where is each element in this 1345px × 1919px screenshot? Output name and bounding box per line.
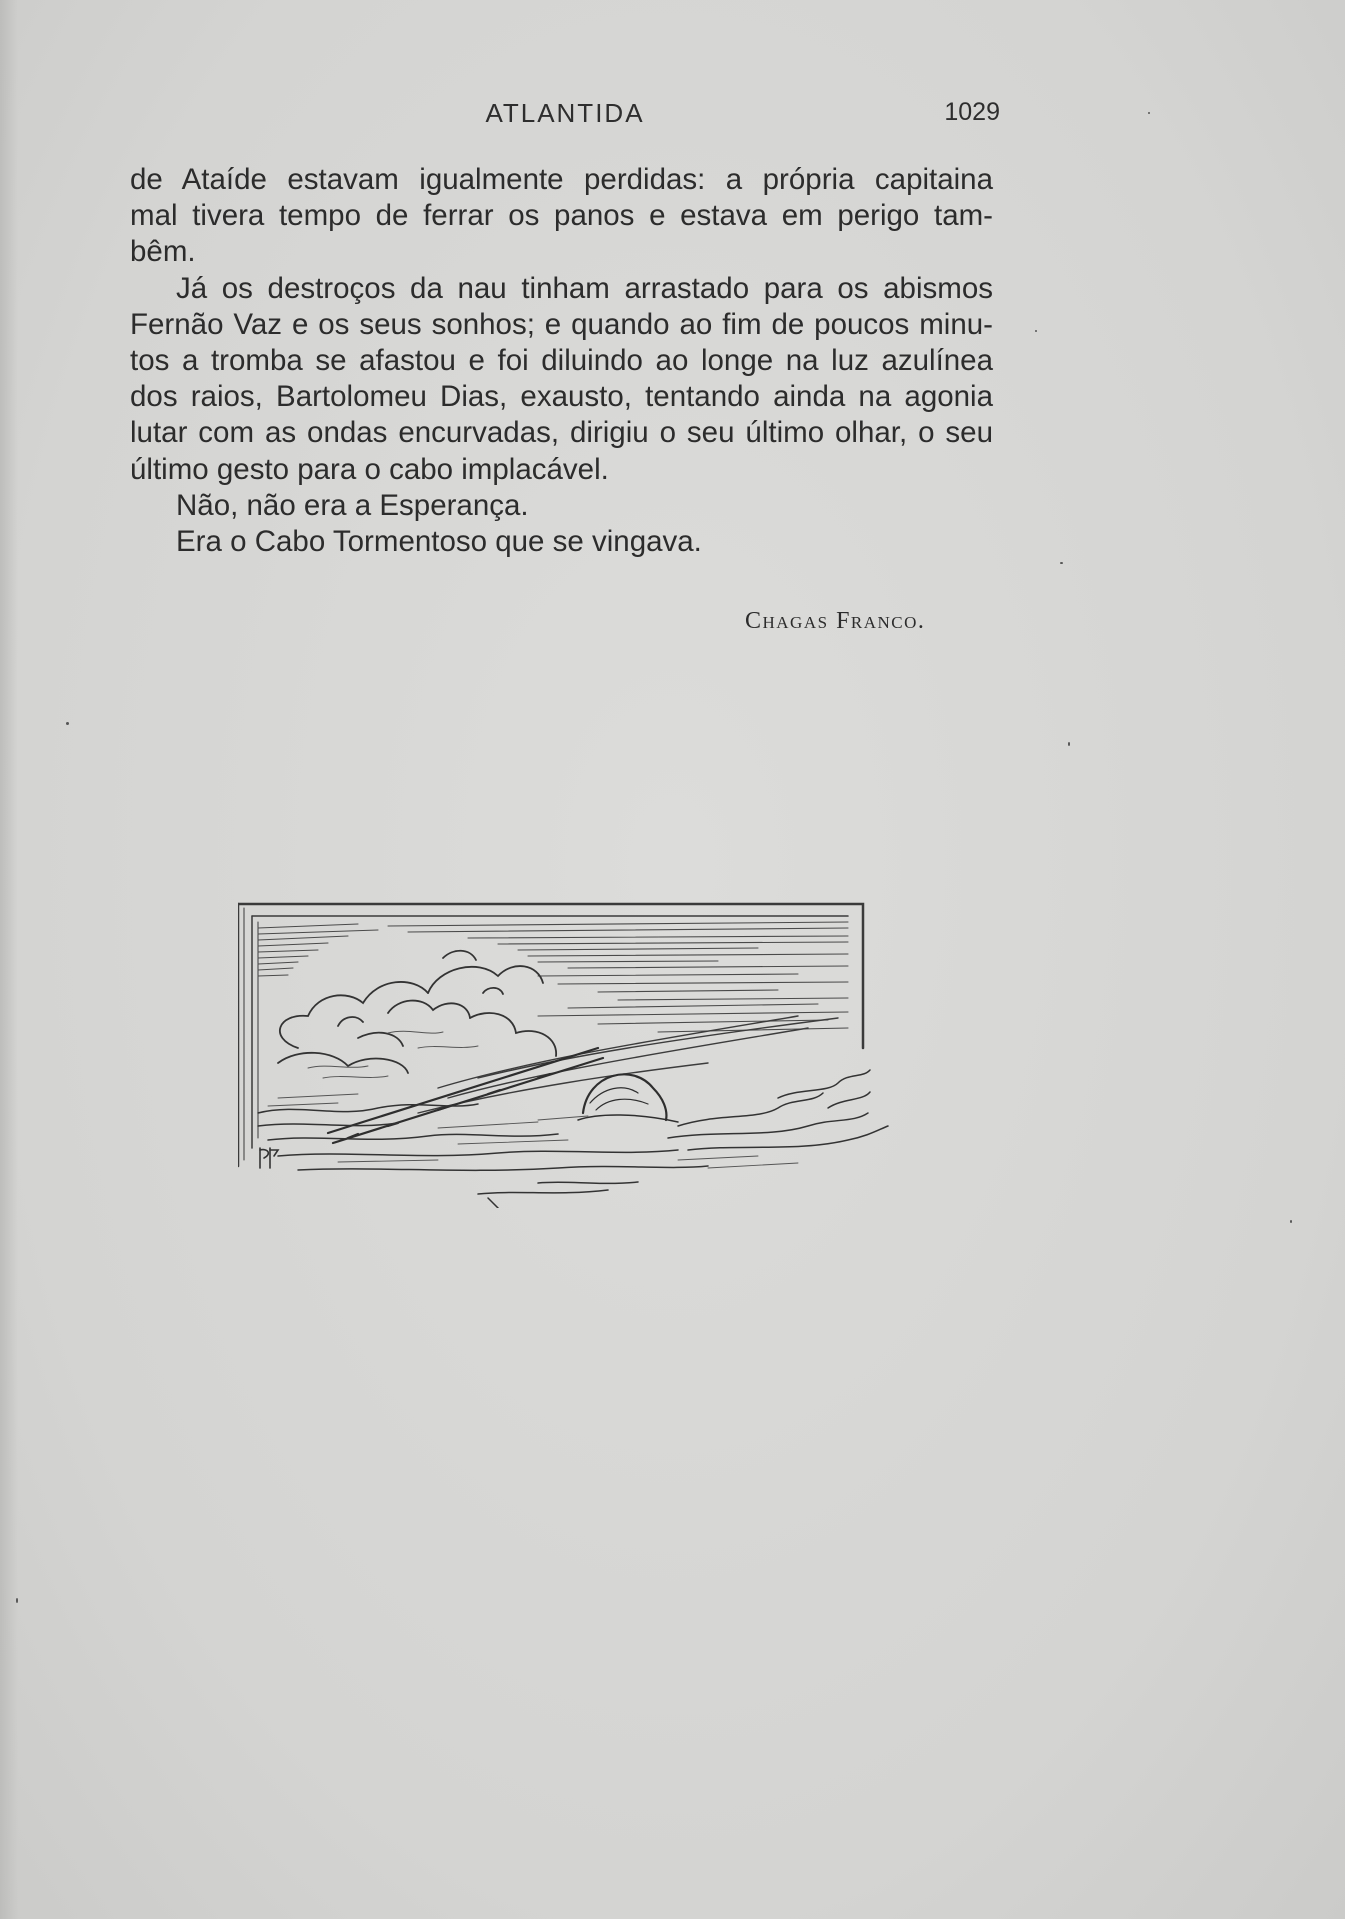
page-number: 1029 <box>944 98 1000 126</box>
paper-speck <box>66 722 69 725</box>
text-line: dos raios, Bartolomeu Dias, exausto, tentando ainda na agonia <box>130 380 993 414</box>
text-line: último gesto para o cabo implacável. <box>130 452 609 486</box>
text-line: Fernão Vaz e os seus sonhos; e quando ao fim de poucos minu- <box>130 307 993 341</box>
paper-speck <box>1035 330 1037 332</box>
running-header <box>130 98 1000 132</box>
running-title: ATLANTIDA <box>485 98 645 128</box>
text-line: bêm. <box>130 235 196 269</box>
text-line: de Ataíde estavam igualmente perdidas: a própria capitaina <box>130 163 993 196</box>
text-line: lutar com as ondas encurvadas, dirigiu o seu último olhar, o seu <box>130 416 993 450</box>
body-text <box>130 162 993 560</box>
page-edge-shadow <box>0 0 18 1919</box>
text-line: mal tivera tempo de ferrar os panos e estava em perigo tam- <box>130 199 993 233</box>
paper-speck <box>16 1598 18 1603</box>
paper-speck <box>1290 1220 1292 1223</box>
text-line: Não, não era a Esperança. <box>176 488 529 522</box>
author-signature: Chagas Franco. <box>745 608 926 634</box>
text-line: Já os destroços da nau tinham arrastado para os abismos <box>176 271 993 305</box>
paper-speck <box>1060 562 1063 564</box>
text-line: Era o Cabo Tormentoso que se vingava. <box>176 525 702 559</box>
paper-speck <box>1148 112 1150 114</box>
seascape-engraving-icon <box>238 898 898 1208</box>
paper-speck <box>1068 742 1070 746</box>
text-line: tos a tromba se afastou e foi diluindo ao longe na luz azulínea <box>130 344 993 378</box>
